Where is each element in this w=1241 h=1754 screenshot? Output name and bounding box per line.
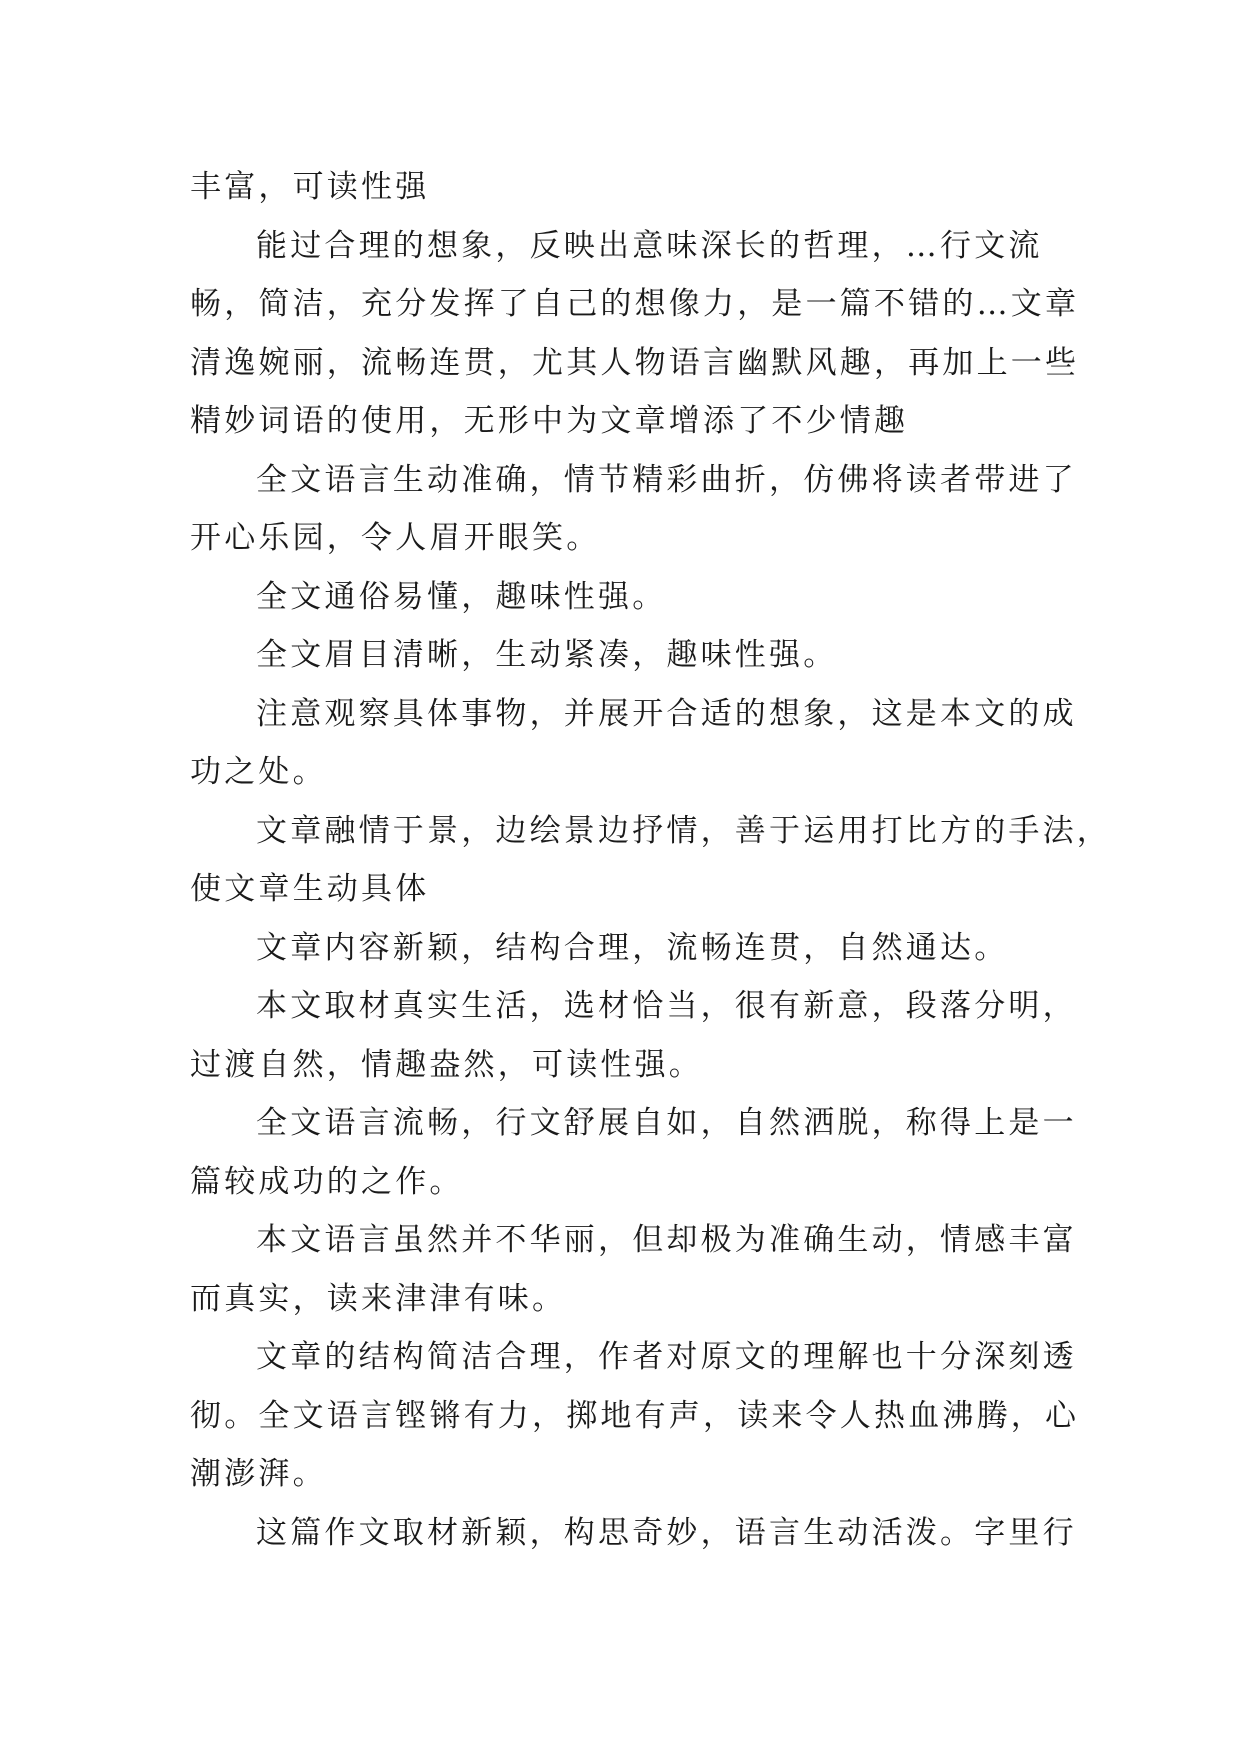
text-line: 开心乐园，令人眉开眼笑。 [190, 520, 601, 556]
text-line: 全文眉目清晰，生动紧凑，趣味性强。 [256, 637, 838, 673]
text-line: 注意观察具体事物，并展开合适的想象，这是本文的成 [256, 695, 1077, 732]
text-line: 本文语言虽然并不华丽，但却极为准确生动，情感丰富 [256, 1222, 1077, 1258]
text-line: 篇较成功的之作。 [190, 1163, 464, 1200]
text-line: 文章的结构简洁合理，作者对原文的理解也十分深刻透 [256, 1339, 1077, 1375]
text-line: 能过合理的想象，反映出意味深长的哲理，…行文流 [256, 227, 1043, 264]
text-line: 而真实，读来津津有味。 [190, 1280, 567, 1317]
text-line: 这篇作文取材新颖，构思奇妙，语言生动活泼。字里行 [256, 1514, 1077, 1551]
text-line: 精妙词语的使用，无形中为文章增添了不少情趣 [190, 403, 909, 439]
text-line: 清逸婉丽，流畅连贯，尤其人物语言幽默风趣，再加上一些 [190, 344, 1080, 381]
text-line: 丰富，可读性强 [190, 169, 430, 205]
text-line: 本文取材真实生活，选材恰当，很有新意，段落分明， [256, 988, 1077, 1024]
text-line: 文章融情于景，边绘景边抒情，善于运用打比方的手法， [256, 812, 1111, 849]
text-line: 全文语言生动准确，情节精彩曲折，仿佛将读者带进了 [256, 461, 1077, 498]
text-line: 潮澎湃。 [190, 1456, 327, 1492]
document-body [190, 158, 1111, 1562]
text-line: 功之处。 [190, 754, 327, 790]
text-line: 使文章生动具体 [190, 871, 430, 907]
text-line: 畅，简洁，充分发挥了自己的想像力，是一篇不错的…文章 [190, 286, 1080, 322]
text-line: 全文语言流畅，行文舒展自如，自然洒脱，称得上是一 [256, 1105, 1077, 1141]
text-line: 过渡自然，情趣盎然，可读性强。 [190, 1046, 703, 1083]
text-line: 全文通俗易懂，趣味性强。 [256, 578, 667, 615]
text-line: 文章内容新颖，结构合理，流畅连贯，自然通达。 [256, 929, 1009, 966]
text-line: 彻。全文语言铿锵有力，掷地有声，读来令人热血沸腾，心 [190, 1397, 1080, 1434]
